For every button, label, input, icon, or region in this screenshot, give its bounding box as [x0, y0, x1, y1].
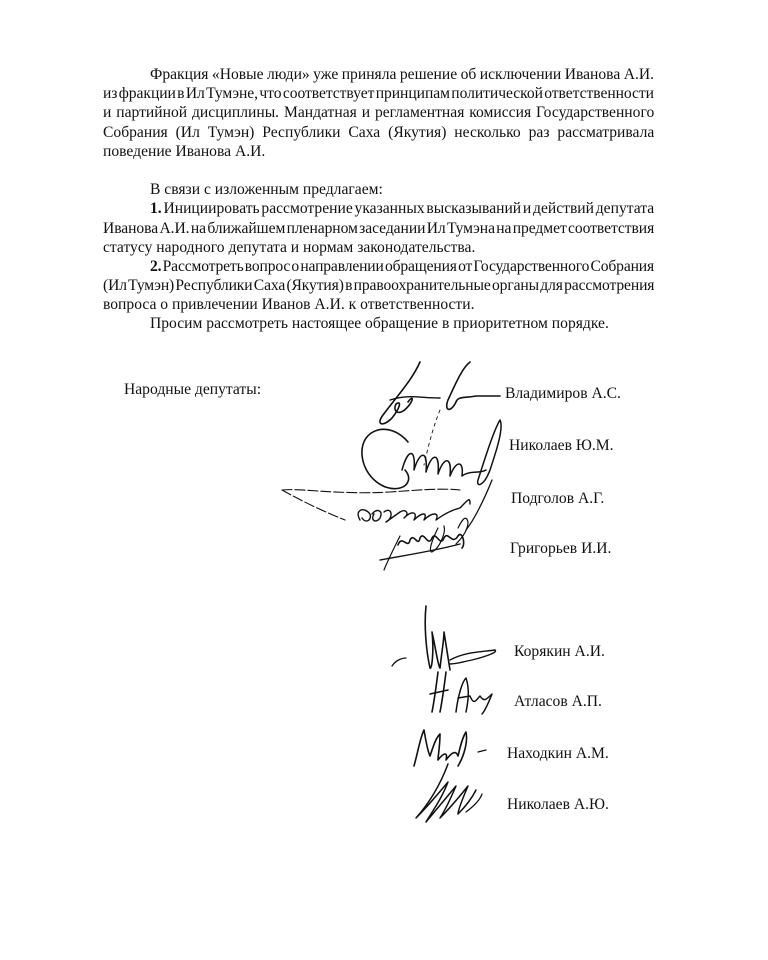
text-line: статусу народного депутата и нормам законодательства. [103, 238, 476, 256]
signature-koryakin [392, 606, 496, 670]
proposals-intro: В связи с изложенным предлагаем: [150, 181, 383, 199]
signatory-name: Находкин А.М. [507, 745, 609, 762]
signatory-name: Григорьев И.И. [510, 540, 612, 557]
closing-request: Просим рассмотреть настоящее обращение в приоритетном порядке. [150, 315, 609, 333]
text-line: из фракции в Ил Тумэне, что соответствует принципам политической ответственности [103, 85, 654, 103]
signatory-name: Владимиров А.С. [505, 385, 621, 402]
signature-podgolov [282, 480, 492, 552]
signatory-name: Атласов А.П. [514, 693, 602, 710]
proposal-text: Инициировать рассмотрение указанных высказываний и действий депутата [163, 200, 655, 218]
proposal-number: 2. [150, 257, 162, 275]
proposal-2-line [103, 257, 654, 276]
text-line: Собрания (Ил Тумэн) Республики Саха (Якутия) несколько раз рассматривала [103, 123, 655, 141]
text-line: вопроса о привлечении Иванов А.И. к ответственности. [103, 296, 475, 314]
proposal-number: 1. [150, 200, 162, 218]
signature-grigoriev [380, 518, 468, 570]
text-line: поведение Иванова А.И. [103, 142, 266, 160]
signatory-name: Корякин А.И. [514, 643, 605, 660]
proposal-text: Рассмотреть вопрос о направлении обращения от Государственного Собрания [162, 257, 654, 275]
signature-nikolaev-ayu [416, 764, 482, 822]
signature-nikolaev-yum [362, 410, 501, 489]
text-line: Иванова А.И. на ближайшем пленарном заседании Ил Тумэна на предмет соответствия [103, 219, 655, 237]
paragraph-gap [103, 161, 654, 180]
text-line: (Ил Тумэн) Республики Саха (Якутия) в правоохранительные органы для рассмотрения [103, 277, 655, 295]
proposal-1-line [103, 199, 654, 218]
signatory-name: Подголов А.Г. [511, 490, 605, 507]
signature-atlasov [430, 672, 492, 714]
text-line: Фракция «Новые люди» уже приняла решение об исключении Иванова А.И. [150, 66, 655, 83]
signatories-label: Народные депутаты: [124, 381, 262, 398]
document-body [103, 65, 654, 334]
signature-vladimirov [380, 362, 500, 424]
text-line: и партийной дисциплины. Мандатная и регламентная комиссия Государственного [103, 104, 655, 122]
signatory-name: Николаев А.Ю. [507, 796, 609, 813]
signatory-name: Николаев Ю.М. [509, 437, 614, 454]
signature-nakhodkin [414, 730, 486, 766]
